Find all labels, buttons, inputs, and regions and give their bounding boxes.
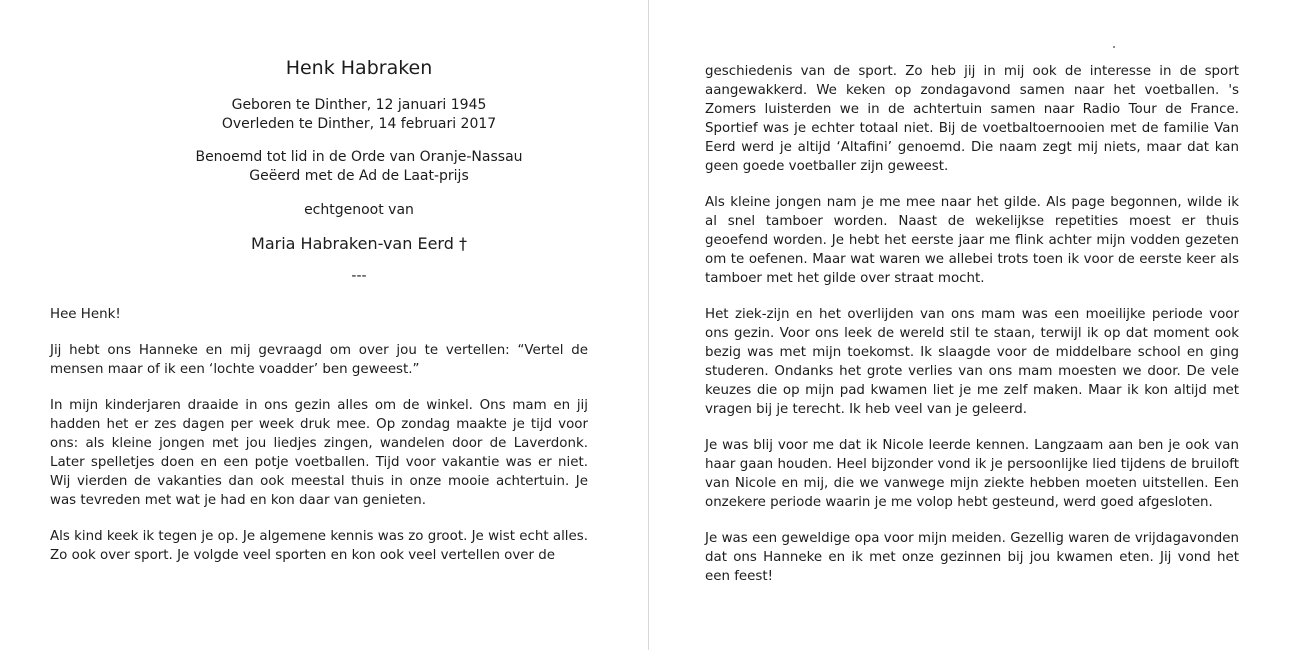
memorial-header — [50, 0, 588, 283]
spouse-name: Maria Habraken-van Eerd † — [251, 234, 467, 253]
paragraph: Jij hebt ons Hanneke en mij gevraagd om over jou te vertellen: “Vertel de mensen maar of ik een ‘lochte voadder’ ben geweest.” — [50, 343, 588, 377]
separator: --- — [351, 268, 367, 284]
left-page — [0, 0, 648, 650]
honors — [130, 148, 588, 186]
paragraph: geschiedenis van de sport. Zo heb jij in mij ook de interesse in de sport aangewakkerd. We keken op zondagavond samen naar het voetballen. 's Zomers luisterden we in de achtertuin samen naar Radio Tour de France. Sportief was je echter totaal niet. Bij de voetbaltoernooien met de familie Van Eerd werd je altijd ‘Altafini’ genoemd. Die naam zegt mij niets, maar dat kan geen goede voetballer zijn geweest. — [705, 64, 1239, 174]
letter-left — [50, 305, 588, 565]
spouse-label: echtgenoot van — [304, 202, 414, 218]
deceased-name: Henk Habraken — [285, 57, 433, 79]
life-dates — [130, 96, 588, 134]
paragraph: In mijn kinderjaren draaide in ons gezin alles om de winkel. Ons mam en jij hadden het er zes dagen per week druk mee. Op zondag maakte je tijd voor ons: als kleine jongen met jou liedjes zingen, wandelen door de Laverdonk. Later spelletjes doen en een potje voetballen. Tijd voor vakantie was er niet. Wij vierden de vakanties dan ook meestal thuis in onze mooie achtertuin. Je was tevreden met wat je had en kon daar van genieten. — [50, 398, 588, 508]
honor-line-2: Geëerd met de Ad de Laat-prijs — [249, 168, 469, 184]
right-page — [649, 0, 1297, 650]
honor-line-1: Benoemd tot lid in de Orde van Oranje-Nassau — [195, 149, 523, 165]
paragraph: Als kleine jongen nam je me mee naar het gilde. Als page begonnen, wilde ik al snel tamboer worden. Naast de wekelijkse repetities moest er thuis geoefend worden. Je hebt het eerste jaar me flink achter mijn vodden gezeten om te oefenen. Maar wat waren we allebei trots toen ik voor de eerste keer als tamboer met het gilde over straat mocht. — [705, 195, 1239, 286]
paragraph: Het ziek-zijn en het overlijden van ons mam was een moeilijke periode voor ons gezin. Voor ons leek de wereld stil te staan, terwijl ik op dat moment ook bezig was met mijn toekomst. Ik slaagde voor de middelbare school en ging studeren. Ondanks het grote verlies van ons mam moesten we door. De vele keuzes die op mijn pad kwamen liet je me zelf maken. Maar ik kon altijd met vragen bij je terecht. Ik heb veel van je geleerd. — [705, 307, 1239, 417]
letter-right — [705, 0, 1239, 586]
death-line: Overleden te Dinther, 14 februari 2017 — [221, 116, 497, 132]
paragraph: Je was een geweldige opa voor mijn meiden. Gezellig waren de vrijdagavonden dat ons Hanneke en ik met onze gezinnen bij jou kwamen eten. Jij vond het een feest! — [705, 531, 1239, 584]
paragraph: Je was blij voor me dat ik Nicole leerde kennen. Langzaam aan ben je ook van haar gaan houden. Heel bijzonder vond ik je persoonlijke lied tijdens de bruiloft van Nicole en mij, die we vanwege mijn ziekte hebben moeten uitstellen. Een onzekere periode waarin je me volop hebt gesteund, werd goed afgesloten. — [705, 438, 1239, 510]
paragraph: Als kind keek ik tegen je op. Je algemene kennis was zo groot. Je wist echt alles. Zo ook over sport. Je volgde veel sporten en kon ook veel vertellen over de — [50, 529, 588, 563]
paper-speck — [1113, 46, 1115, 48]
greeting: Hee Henk! — [50, 307, 121, 322]
birth-line: Geboren te Dinther, 12 januari 1945 — [231, 97, 487, 113]
